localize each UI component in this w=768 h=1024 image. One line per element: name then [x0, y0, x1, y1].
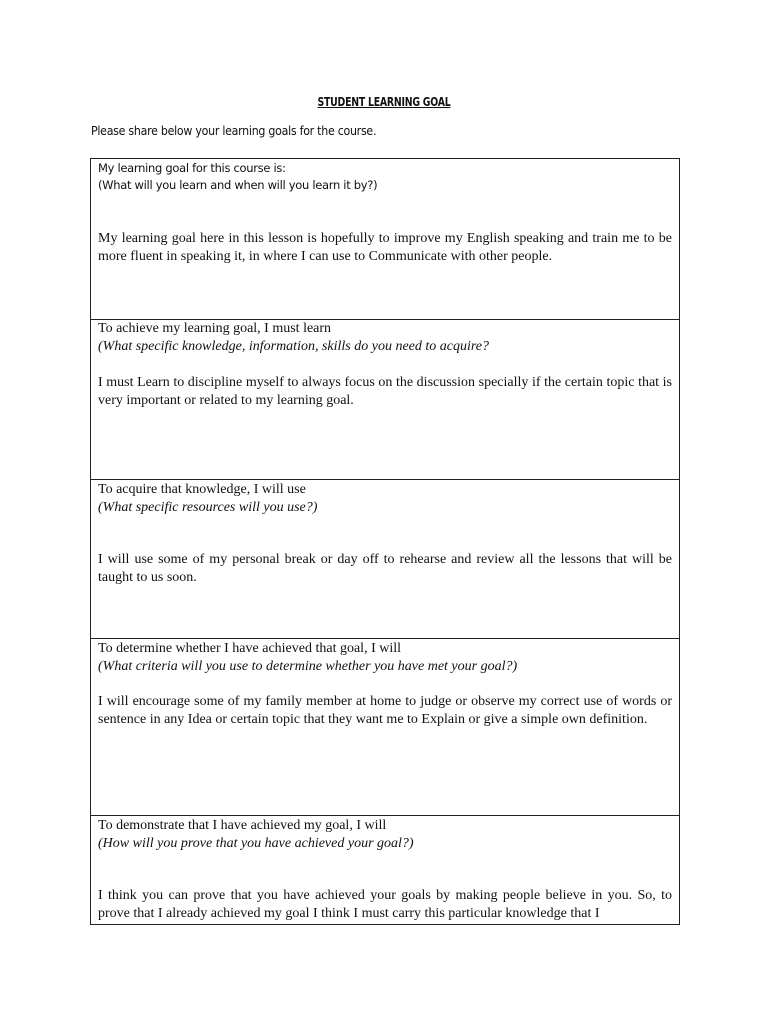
section-prompt: To demonstrate that I have achieved my goal, I will: [98, 818, 387, 833]
intro-text: [91, 124, 401, 138]
section-hint: (What specific knowledge, information, skills do you need to acquire?: [98, 339, 490, 354]
section-prompt: To achieve my learning goal, I must learn: [98, 321, 332, 336]
section-prompt: My learning goal for this course is:: [98, 161, 286, 175]
intro-label: Please share below your learning goals for the course.: [91, 124, 377, 138]
prompt-block: [98, 480, 672, 517]
section-hint: (How will you prove that you have achieved your goal?): [98, 836, 414, 851]
section-criteria: [91, 639, 679, 816]
section-hint: (What criteria will you use to determine whether you have met your goal?): [98, 659, 518, 674]
section-demonstrate: [91, 816, 679, 924]
prompt-block: [98, 159, 672, 194]
section-prompt: To determine whether I have achieved that goal, I will: [98, 641, 402, 656]
section-hint: (What specific resources will you use?): [98, 500, 318, 515]
section-hint: (What will you learn and when will you learn it by?): [98, 178, 378, 192]
section-learning-goal: [91, 159, 679, 320]
prompt-block: [98, 639, 672, 676]
answer-text[interactable]: My learning goal here in this lesson is hopefully to improve my English speaking and train me to be more fluent in speaking it, in where I can use to Communicate with other people.: [98, 231, 672, 264]
section-prompt: To acquire that knowledge, I will use: [98, 482, 306, 497]
learning-goal-table: [90, 158, 680, 925]
section-resources: [91, 480, 679, 639]
section-must-learn: [91, 320, 679, 480]
answer-text[interactable]: I think you can prove that you have achieved your goals by making people believe in you. So, to prove that I already achieved my goal I think I must carry this particular knowledge that I: [98, 888, 672, 921]
prompt-block: [98, 816, 672, 853]
document-title: STUDENT LEARNING GOAL: [317, 95, 451, 109]
prompt-block: [98, 320, 672, 356]
answer-text[interactable]: I will use some of my personal break or day off to rehearse and review all the lessons that will be taught to us soon.: [98, 552, 672, 585]
answer-text[interactable]: I will encourage some of my family member at home to judge or observe my correct use of words or sentence in any Idea or certain topic that they want me to Explain or give a simple own definition.: [98, 694, 672, 727]
answer-text[interactable]: I must Learn to discipline myself to always focus on the discussion specially if the certain topic that is very important or related to my learning goal.: [98, 375, 672, 408]
